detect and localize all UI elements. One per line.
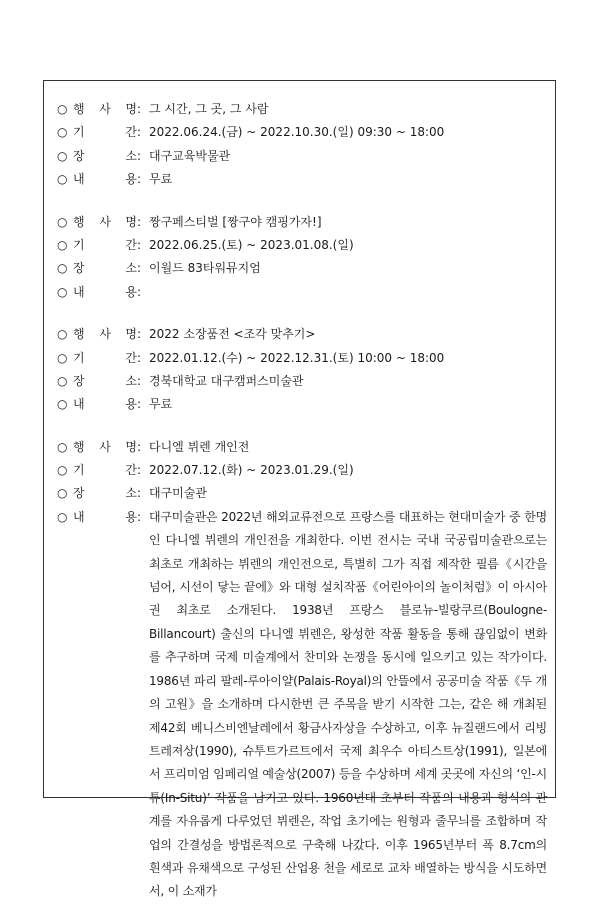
event-period-label: 기 간	[73, 237, 137, 252]
colon: :	[137, 102, 142, 116]
bullet: ○	[57, 486, 68, 501]
event-name-row	[57, 323, 547, 346]
bullet: ○	[57, 373, 68, 388]
event-name-label: 행 사 명	[73, 214, 137, 229]
colon: :	[137, 509, 142, 524]
event-name-value: 다니엘 뷔렌 개인전	[149, 439, 250, 454]
event-period-row	[57, 459, 547, 482]
colon: :	[137, 397, 142, 412]
event-name-row	[57, 436, 547, 459]
event-place-row	[57, 482, 547, 505]
event-name-value: 그 시간, 그 곳, 그 사람	[149, 102, 269, 116]
event-entry-3	[57, 323, 547, 417]
event-period-value: 2022.07.12.(화) ~ 2023.01.29.(일)	[149, 463, 354, 478]
bullet: ○	[57, 327, 68, 342]
event-place-value: 대구교육박물관	[149, 148, 231, 163]
event-name-label: 행 사 명	[73, 102, 137, 116]
event-content-row	[57, 506, 547, 904]
event-content-value: 무료	[149, 172, 173, 187]
event-list	[57, 98, 547, 923]
event-content-value: 무료	[149, 397, 173, 412]
colon: :	[137, 439, 142, 454]
event-name-row	[57, 211, 547, 234]
bullet: ○	[57, 261, 68, 276]
event-name-row	[57, 98, 547, 121]
bullet: ○	[57, 148, 68, 163]
event-period-value: 2022.06.24.(금) ~ 2022.10.30.(일) 09:30 ~ 18:00	[149, 125, 445, 140]
event-entry-4	[57, 436, 547, 904]
bullet: ○	[57, 350, 68, 365]
event-place-row	[57, 257, 547, 280]
colon: :	[137, 486, 142, 501]
colon: :	[137, 237, 142, 252]
event-content-label: 내 용	[73, 284, 137, 299]
colon: :	[137, 327, 142, 342]
event-period-label: 기 간	[73, 463, 137, 478]
colon: :	[137, 463, 142, 478]
event-content-label: 내 용	[73, 397, 137, 412]
event-place-label: 장 소	[73, 148, 137, 163]
event-period-row	[57, 234, 547, 257]
event-place-value: 대구미술관	[149, 486, 207, 501]
bullet: ○	[57, 102, 68, 116]
event-content-label: 내 용	[73, 509, 137, 524]
event-place-value: 이월드 83타워뮤지엄	[149, 261, 261, 276]
event-name-label: 행 사 명	[73, 439, 137, 454]
event-place-row	[57, 145, 547, 168]
event-place-label: 장 소	[73, 486, 137, 501]
event-entry-1	[57, 98, 547, 192]
bullet: ○	[57, 214, 68, 229]
bullet: ○	[57, 172, 68, 187]
event-content-label: 내 용	[73, 172, 137, 187]
event-place-row	[57, 370, 547, 393]
event-content-row	[57, 168, 547, 191]
event-name-value: 2022 소장품전 <조각 맞추기>	[149, 327, 316, 342]
bullet: ○	[57, 463, 68, 478]
event-entry-2	[57, 211, 547, 305]
colon: :	[137, 214, 142, 229]
event-name-label: 행 사 명	[73, 327, 137, 342]
event-period-row	[57, 121, 547, 144]
colon: :	[137, 125, 142, 140]
bullet: ○	[57, 237, 68, 252]
event-content-row	[57, 281, 547, 304]
event-place-label: 장 소	[73, 261, 137, 276]
bullet: ○	[57, 439, 68, 454]
bullet: ○	[57, 509, 68, 524]
colon: :	[137, 261, 142, 276]
event-content-row	[57, 393, 547, 416]
colon: :	[137, 350, 142, 365]
event-place-value: 경북대학교 대구캠퍼스미술관	[149, 373, 304, 388]
event-period-label: 기 간	[73, 350, 137, 365]
event-period-value: 2022.01.12.(수) ~ 2022.12.31.(토) 10:00 ~ 18:00	[149, 350, 445, 365]
event-period-value: 2022.06.25.(토) ~ 2023.01.08.(일)	[149, 237, 354, 252]
bullet: ○	[57, 284, 68, 299]
colon: :	[137, 148, 142, 163]
colon: :	[137, 373, 142, 388]
bullet: ○	[57, 397, 68, 412]
event-description-text: 대구미술관은 2022년 해외교류전으로 프랑스를 대표하는 현대미술가 중 한명인 다니엘 뷔렌의 개인전을 개최한다. 이번 전시는 국내 국공립미술관으로는 최초로 개최하는 뷔렌의 개인전으로, 특별히 그가 직접 제작한 필름《시간을 넘어, 시선이 닿는 끝에》와 대형 설치작품《어린아이의 놀이처럼》이 아시아권 최초로 소개된다. 1938년 프랑스 블로뉴-빌랑쿠르(Boulogne-Billancourt) 출신의 다니엘 뷔렌은, 왕성한 작품 활동을 통해 끊임없이 변화를 추구하며 국제 미술계에서 찬미와 논쟁을 동시에 일으키고 있는 작가이다. 1986년 파리 팔레-루아이얄(Palais-Royal)의 안뜰에서 공공미술 작품《두 개의 고원》을 소개하며 다시한번 큰 주목을 받기 시작한 그는, 같은 해 개최된 제42회 베니스비엔날레에서 황금사자상을 수상하고, 이후 뉴질랜드에서 리빙 트레져상(1990), 슈투트가르트에서 국제 최우수 아티스트상(1991), 일본에서 프리미엄 임페리얼 예술상(2007) 등을 수상하며 세계 곳곳에 자신의 ‘인-시튜(In-Situ)’ 작품을 남기고 있다. 1960년대 초부터 작품의 내용과 형식의 관계를 자유롭게 다루었던 뷔렌은, 작업 초기에는 원형과 줄무늬를 조합하며 작업의 간결성을 방법론적으로 구축해 나갔다. 이후 1965년부터 폭 8.7cm의 흰색과 유채색으로 구성된 산업용 천을 세로로 교차 배열하는 방식을 시도하면서, 이 소재가	[149, 509, 547, 899]
event-place-label: 장 소	[73, 373, 137, 388]
event-period-row	[57, 347, 547, 370]
bullet: ○	[57, 125, 68, 140]
event-period-label: 기 간	[73, 125, 137, 140]
event-name-value: 짱구페스티벌 [짱구야 캠핑가자!]	[149, 214, 322, 229]
colon: :	[137, 172, 142, 187]
colon: :	[137, 284, 142, 299]
